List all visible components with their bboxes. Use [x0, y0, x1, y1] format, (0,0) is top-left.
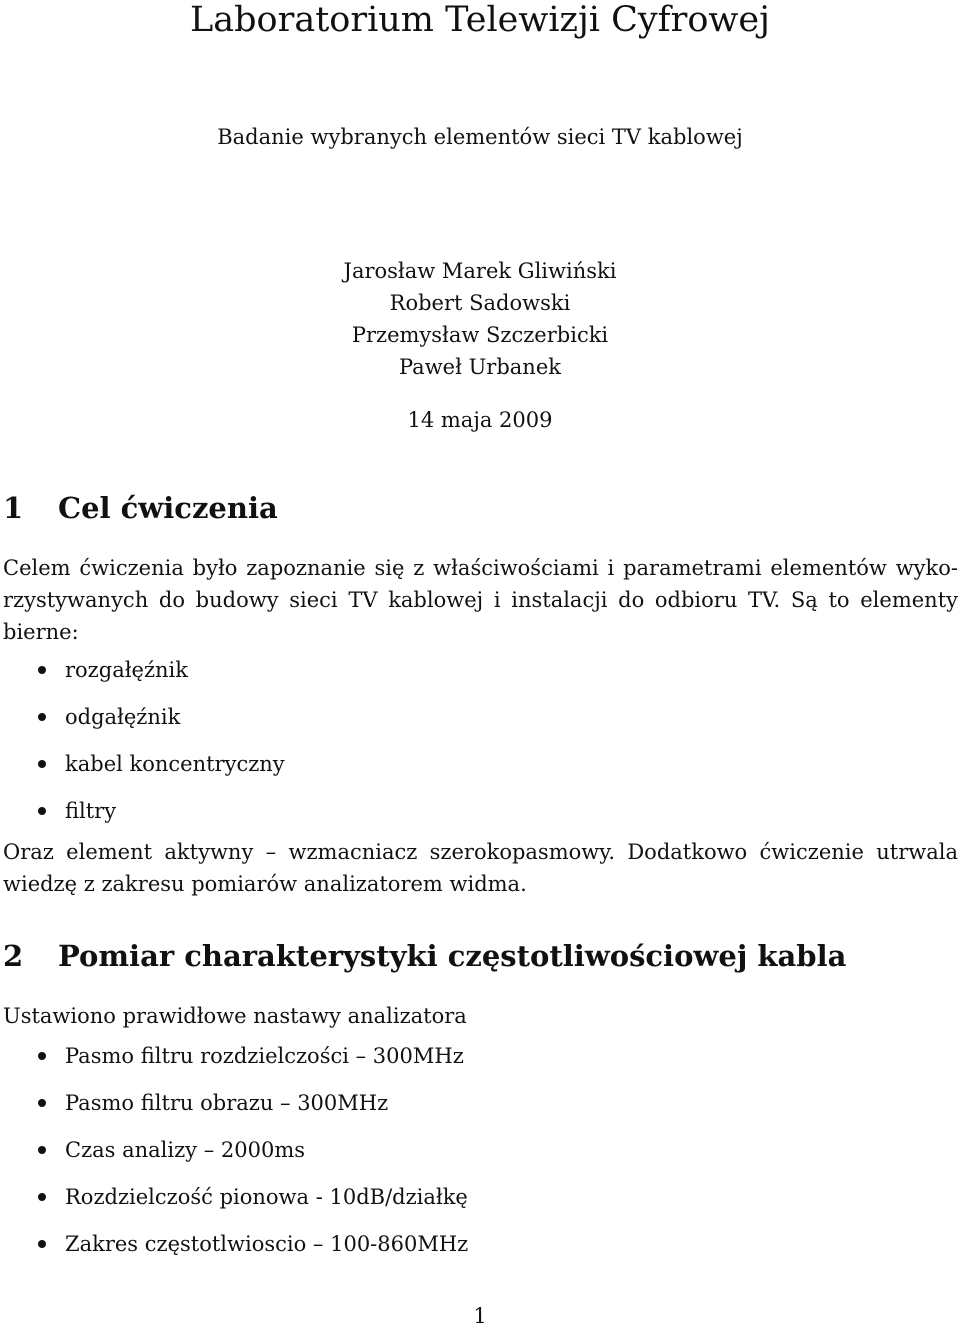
document-page: Laboratorium Telewizji Cyfrowej Badanie wybranych elementów sieci TV kablowej Jarosław Marek Gliwiński Robert Sadowski Przemysław Szczerbicki Paweł Urbanek 14 maja 2009 1 Cel ćwiczenia Celem ćwiczenia było zapoznanie się z właściwościami i parametrami elementów wyko- rzystywanych do budowy sieci TV kablowej i instalacji do odbioru TV. Są to elementy bierne: rozgałęźnik odgałęźnik kabel koncentryczny filtry Oraz element aktywny – wzmacniacz szerokopasmowy. Dodatkowo ćwiczenie utrwala wiedzę z zakresu pomiarów analizatorem widma. 2 Pomiar charakterystyki częstotliwościowej kabla Ustawiono prawidłowe nastawy analizatora Pasmo filtru rozdzielczości – 300MHz Pasmo filtru obrazu – 300MHz Czas analizy – 2000ms Rozdzielczość pionowa - 10dB/działkę Zakres częstotlwioscio – 100-860MHz 1 [0, 0, 960, 1330]
section-intro-paragraph: Ustawiono prawidłowe nastawy analizatora [3, 1004, 467, 1028]
bullet-icon [38, 1240, 46, 1248]
section-intro-paragraph [3, 552, 958, 648]
bullet-icon [38, 1193, 46, 1201]
paragraph-line: wiedzę z zakresu pomiarów analizatorem widma. [3, 872, 527, 896]
bullet-icon [38, 666, 46, 674]
document-date: 14 maja 2009 [407, 408, 553, 432]
bullet-icon [38, 713, 46, 721]
section-number: 2 [3, 939, 24, 973]
paragraph-line: Celem ćwiczenia było zapoznanie się z właściwościami i parametrami elementów wyko- [3, 556, 958, 580]
author-name: Paweł Urbanek [399, 355, 561, 379]
document-title: Laboratorium Telewizji Cyfrowej [190, 0, 770, 40]
page-number: 1 [473, 1304, 487, 1328]
section-heading [3, 938, 846, 974]
bullet-icon [38, 1146, 46, 1154]
paragraph-line: Oraz element aktywny – wzmacniacz szerokopasmowy. Dodatkowo ćwiczenie utrwala [3, 840, 958, 864]
section-title: Cel ćwiczenia [58, 491, 278, 525]
author-name: Przemysław Szczerbicki [351, 323, 609, 347]
paragraph-line: bierne: [3, 620, 79, 644]
document-subtitle: Badanie wybranych elementów sieci TV kablowej [217, 125, 743, 149]
author-name: Robert Sadowski [389, 291, 571, 315]
section-heading [3, 490, 278, 526]
section-title: Pomiar charakterystyki częstotliwościowej kabla [58, 939, 847, 973]
bullet-icon [38, 760, 46, 768]
bullet-icon [38, 807, 46, 815]
bullet-icon [38, 1052, 46, 1060]
paragraph-line: rzystywanych do budowy sieci TV kablowej i instalacji do odbioru TV. Są to elementy [3, 588, 958, 612]
author-list [0, 255, 960, 383]
section-number: 1 [3, 491, 24, 525]
author-name: Jarosław Marek Gliwiński [343, 259, 617, 283]
section-outro-paragraph [3, 836, 958, 900]
bullet-icon [38, 1099, 46, 1107]
